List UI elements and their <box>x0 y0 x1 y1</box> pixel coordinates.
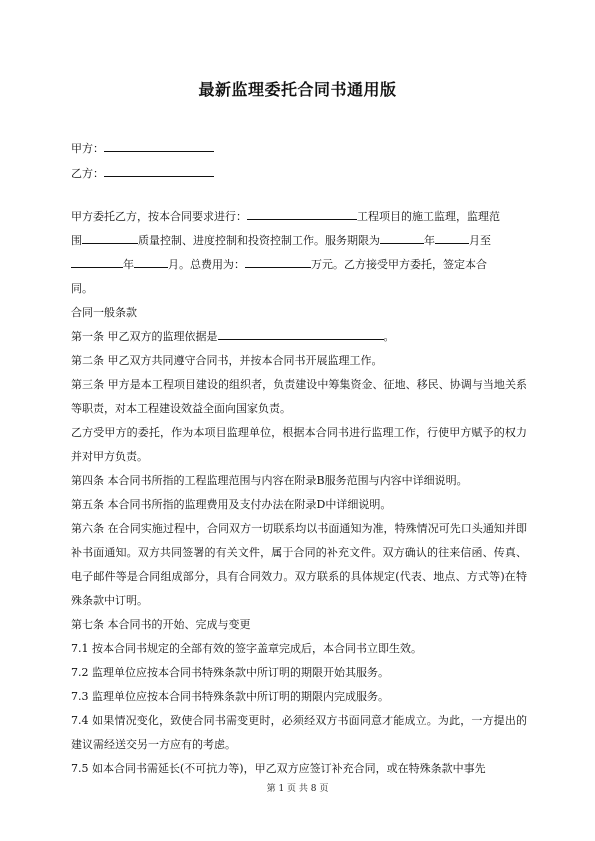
article-6: 第六条 在合同实施过程中，合同双方一切联系均以书面通知为准，特殊情况可先口头通知并即补书面通知。双方共同签署的有关文件，属于合同的补充文件。双方确认的往来信函、传真、电子邮件等是合同组成部分，具有合同效力。双方联系的具体规定(代表、地点、方式等)在特殊条款中订明。 <box>71 522 527 607</box>
party-b-label: 乙方： <box>71 167 104 180</box>
intro-line-1: 甲方委托乙方，按本合同要求进行： 工程项目的施工监理，监理范 <box>71 210 500 223</box>
article-4: 第四条 本合同书所指的工程监理范围与内容在附录B服务范围与内容中详细说明。 <box>71 474 468 487</box>
end-month-blank <box>134 256 168 268</box>
project-blank <box>247 208 357 220</box>
party-b-line <box>71 165 214 181</box>
intro-line-3: 年 月。总费用为： 万元。乙方接受甲方委托，签定本合 <box>71 253 527 277</box>
document-title: 最新监理委托合同书通用版 <box>198 80 397 99</box>
clause-7-3: 7.3 监理单位应按本合同书特殊条款中所订明的期限内完成服务。 <box>71 690 389 703</box>
end-year-blank <box>71 256 123 268</box>
clause-7-5: 7.5 如本合同书需延长(不可抗力等)，甲乙双方应签订补充合同，或在特殊条款中事先 <box>71 762 486 775</box>
clause-7-2: 7.2 监理单位应按本合同书特殊条款中所订明的期限开始其服务。 <box>71 666 389 679</box>
article-5: 第五条 本合同书所指的监理费用及支付办法在附录D中详细说明。 <box>71 498 392 511</box>
party-a-label: 甲方： <box>71 142 104 155</box>
party-a-line <box>71 140 214 156</box>
article-1: 第一条 甲乙双方的监理依据是 。 <box>71 330 395 343</box>
party-b-blank <box>104 165 214 177</box>
total-fee-blank <box>245 256 311 268</box>
article-3-continued: 乙方受甲方的委托，作为本项目监理单位，根据本合同书进行监理工作，行使甲方赋予的权力并对甲方负责。 <box>71 426 527 463</box>
start-month-blank <box>435 232 469 244</box>
intro-line-4: 同。 <box>71 282 93 295</box>
start-year-blank <box>380 232 424 244</box>
article-2: 第二条 甲乙双方共同遵守合同书，并按本合同书开展监理工作。 <box>71 354 383 367</box>
article-3: 第三条 甲方是本工程项目建设的组织者，负责建设中筹集资金、征地、移民、协调与当地关系等职责，对本工程建设效益全面向国家负责。 <box>71 378 527 415</box>
basis-blank <box>218 328 384 340</box>
document-body <box>71 205 527 781</box>
intro-line-2: 围 质量控制、进度控制和投资控制工作。服务期限为 年 月至 <box>71 234 491 247</box>
article-7: 第七条 本合同书的开始、完成与变更 <box>71 618 251 631</box>
scope-blank <box>82 232 138 244</box>
party-a-blank <box>104 140 214 152</box>
clause-7-1: 7.1 按本合同书规定的全部有效的签字盖章完成后，本合同书立即生效。 <box>71 642 422 655</box>
clause-7-4: 7.4 如果情况变化，致使合同书需变更时，必须经双方书面同意才能成立。为此，一方提出的建议需经送交另一方应有的考虑。 <box>71 714 527 751</box>
section-heading: 合同一般条款 <box>71 306 137 319</box>
page-footer: 第 1 页 共 8 页 <box>266 784 329 794</box>
